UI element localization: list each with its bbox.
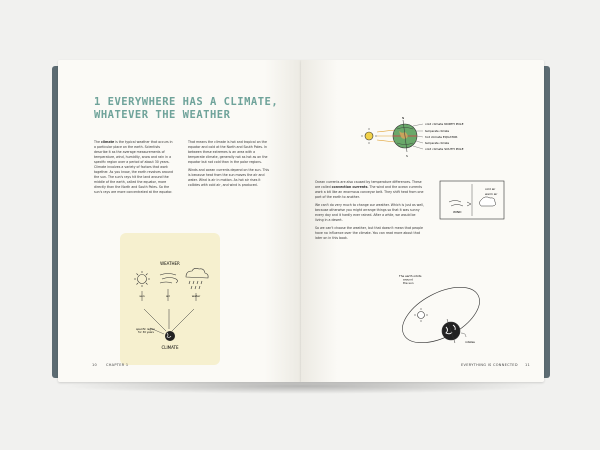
label-air: air bbox=[166, 294, 170, 298]
right-page bbox=[301, 60, 544, 382]
sun-rays bbox=[377, 130, 395, 142]
wind-icon bbox=[449, 201, 463, 207]
label-cold-air: cold air bbox=[485, 187, 496, 191]
cloud-icon bbox=[480, 197, 496, 206]
left-column-1: The climate is the typical weather that occurs in a particular place on the earth. Scientists describe it as the average measurements of temperature, wind, humidity, snow and rain in a specific region over a period of about 30 years. Climate involves a variety of factors that work together. As you know, the earth revolves around the sun. The sun's rays hit the land around the middle of the earth, called the equator, more directly than the North and South Poles. So the sun's rays are more concentrated at the equator. bbox=[94, 140, 174, 194]
open-book bbox=[58, 60, 544, 382]
label-warm-air: warm air bbox=[485, 192, 498, 196]
rain-cloud-icon bbox=[186, 268, 208, 289]
label-n: N bbox=[402, 116, 405, 120]
label-climate: CLIMATE bbox=[161, 345, 179, 350]
label-region-note: specific region for 30 years bbox=[136, 328, 155, 335]
weather-diagram bbox=[120, 233, 220, 365]
left-column-2: That means the climate is hot and tropical on the equator and cold at the North and South Poles. In between these extremes is an area with a temperate climate, generally not as hot as on the equator but not cold than in the polar regions. Winds and ocean currents depend on the sun. This is because heat from the sun moves the air and water. Wind is air in motion. As hot air rises it collides with cold air, and wind is produced. bbox=[188, 140, 270, 187]
label-s: S bbox=[406, 154, 408, 158]
wind-convection-diagram bbox=[439, 180, 505, 220]
label-rotates: rotates bbox=[465, 340, 475, 344]
label-north-pole: cold climate NORTH POLE bbox=[425, 122, 464, 126]
label-orbit: The earth orbits around the sun bbox=[399, 274, 422, 285]
left-page-number: 10 bbox=[92, 363, 98, 367]
label-water: water bbox=[191, 294, 201, 298]
right-text-column: Ocean currents are also caused by temperature differences. These are called convection currents. The wind and the ocean currents work a bit like an enormous conveyor belt. They shift heat from one part of the earth to another. We can't do very much to change our weather. Which is just as well, because otherwise you might arrange things so that it was sunny every day and it hardly ever rained. After a while, we would be living in a desert. So we can't choose the weather, but that doesn't mean that people have no influence over the climate. You can read more about that later on in this book. bbox=[315, 180, 425, 240]
label-wind: WIND bbox=[453, 210, 462, 214]
label-equator: hot climate EQUATOR bbox=[425, 135, 458, 139]
label-weather: WEATHER bbox=[160, 261, 180, 266]
sun-icon bbox=[414, 308, 428, 322]
keyword-climate: climate bbox=[100, 140, 115, 144]
book-cover-edge-right bbox=[544, 66, 550, 378]
label-temperate-1: temperate climate bbox=[425, 130, 450, 133]
arrow-icon bbox=[467, 202, 471, 206]
sun-icon bbox=[365, 132, 373, 140]
wind-icon bbox=[160, 274, 178, 284]
right-footer-title: EVERYTHING IS CONNECTED bbox=[461, 363, 518, 367]
left-footer-chapter: CHAPTER 1 bbox=[106, 363, 129, 367]
rotation-arrow bbox=[461, 333, 466, 337]
chapter-title: 1 EVERYWHERE HAS A CLIMATE, WHATEVER THE WEATHER bbox=[94, 96, 279, 121]
globe-climate-zones-diagram bbox=[353, 86, 503, 181]
right-page-number: 11 bbox=[525, 363, 531, 367]
keyword-convection: convection currents bbox=[331, 185, 368, 189]
earth-orbit-diagram bbox=[391, 265, 501, 365]
label-temperate-2: temperate climate bbox=[425, 142, 450, 145]
label-south-pole: cold climate SOUTH POLE bbox=[425, 147, 464, 151]
earth-icon bbox=[165, 331, 175, 341]
sun-icon bbox=[134, 271, 150, 287]
label-sun: sun bbox=[139, 294, 145, 298]
left-page bbox=[58, 60, 301, 382]
weather-climate-illustration bbox=[120, 233, 220, 365]
